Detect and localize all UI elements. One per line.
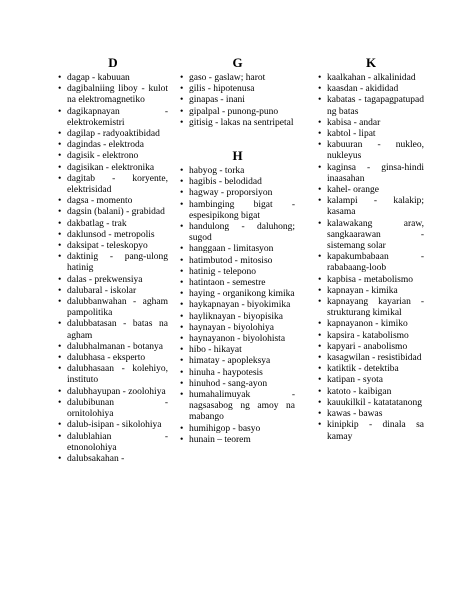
entry-list-d (58, 73, 168, 465)
glossary-entry: • dalubbanwahan - agham pampolitika (58, 297, 168, 319)
glossary-entry: • haykapnayan - biyokimika (180, 300, 295, 311)
glossary-entry: • haying - organikong kimika (180, 289, 295, 300)
glossary-entry: • hatimbutod - mitosiso (180, 256, 295, 267)
glossary-entry: • kapnayanon - kimiko (318, 319, 424, 330)
glossary-entry: • kalawakang araw, sangkaarawan - sistemang solar (318, 219, 424, 253)
glossary-entry: • dalubibunan - ornitolohiya (58, 398, 168, 420)
glossary-entry: • kapyari - anabolismo (318, 342, 424, 353)
glossary-entry: • dagikapnayan - elektrokemistri (58, 107, 168, 129)
glossary-entry: • humahalimuyak - nagsasabog ng amoy na mabango (180, 390, 295, 424)
glossary-entry: • hagway - proporsiyon (180, 188, 295, 199)
glossary-entry: • hibo - hikayat (180, 345, 295, 356)
glossary-entry: • dakbatlag - trak (58, 219, 168, 230)
section-heading-g: G (232, 55, 243, 70)
glossary-entry: • hatinig - telepono (180, 267, 295, 278)
glossary-entry: • kabisa - andar (318, 118, 424, 129)
glossary-entry: • dalubbatasan - batas na agham (58, 319, 168, 341)
glossary-entry: • dalubhasaan - kolehiyo, instituto (58, 364, 168, 386)
column-k (318, 56, 424, 443)
glossary-entry: • kabatas - tagapagpatupad ng batas (318, 95, 424, 117)
glossary-entry: • kabtol - lipat (318, 129, 424, 140)
glossary-entry: • katoto - kaibigan (318, 387, 424, 398)
glossary-entry: • kaginsa - ginsa-hindi inaasahan (318, 163, 424, 185)
glossary-entry: • kauukilkil - katatatanong (318, 398, 424, 409)
glossary-entry: • humihigop - basyo (180, 424, 295, 435)
glossary-entry: • gaso - gaslaw; harot (180, 73, 295, 84)
glossary-entry: • dagsin (balani) - grabidad (58, 207, 168, 218)
glossary-entry: • dagindas - elektroda (58, 140, 168, 151)
glossary-entry: • hinuhod - sang-ayon (180, 379, 295, 390)
glossary-entry: • dalub-isipan - sikolohiya (58, 420, 168, 431)
glossary-entry: • haynayan - biyolohiya (180, 323, 295, 334)
glossary-entry: • hagibis - belodidad (180, 177, 295, 188)
glossary-entry: • dagilap - radyoaktibidad (58, 129, 168, 140)
glossary-entry: • gipalpal - punong-puno (180, 107, 295, 118)
glossary-entry: • hatintaon - semestre (180, 278, 295, 289)
glossary-entry: • hanggaan - limitasyon (180, 244, 295, 255)
entry-list-k (318, 73, 424, 443)
glossary-entry: • dalas - prekwensiya (58, 275, 168, 286)
section-heading-d: D (108, 55, 118, 70)
glossary-entry: • dagitab - koryente, elektrisidad (58, 174, 168, 196)
glossary-entry: • ginapas - inani (180, 95, 295, 106)
glossary-entry: • hayliknayan - biyopisika (180, 312, 295, 323)
glossary-entry: • kinipkip - dinala sa kamay (318, 420, 424, 442)
glossary-entry: • kasagwilan - resistibidad (318, 353, 424, 364)
glossary-entry: • himatay - apopleksya (180, 356, 295, 367)
glossary-entry: • haynayanon - biyolohista (180, 334, 295, 345)
glossary-entry: • kawas - bawas (318, 409, 424, 420)
column-d (58, 56, 168, 465)
glossary-entry: • dagsa - momento (58, 196, 168, 207)
glossary-entry: • kapbisa - metabolismo (318, 275, 424, 286)
glossary-entry: • daksipat - teleskopyo (58, 241, 168, 252)
glossary-entry: • kapsira - katabolismo (318, 331, 424, 342)
glossary-entry: • gilis - hipotenusa (180, 84, 295, 95)
glossary-entry: • dalubhasa - eksperto (58, 353, 168, 364)
glossary-entry: • dalubaral - iskolar (58, 286, 168, 297)
glossary-entry: • kaalkahan - alkalinidad (318, 73, 424, 84)
glossary-entry: • dagap - kabuuan (58, 73, 168, 84)
column-g-h (180, 56, 295, 446)
section-heading-h: H (232, 148, 243, 164)
glossary-entry: • dalubhalmanan - botanya (58, 342, 168, 353)
glossary-entry: • kapnayang kayarian - strukturang kimikal (318, 297, 424, 319)
glossary-entry: • daklunsod - metropolis (58, 230, 168, 241)
glossary-entry: • kahel- orange (318, 185, 424, 196)
section-heading-k: K (365, 55, 377, 70)
glossary-entry: • dalubsakahan - (58, 454, 168, 465)
glossary-entry: • kapakumbabaan - rababaang-loob (318, 252, 424, 274)
glossary-entry: • katipan - syota (318, 375, 424, 386)
glossary-entry: • kapnayan - kimika (318, 286, 424, 297)
glossary-entry: • dagisik - elektrono (58, 151, 168, 162)
glossary-entry: • dagibalniing liboy - kulot na elektromagnetiko (58, 84, 168, 106)
entry-list-g (180, 73, 295, 129)
glossary-entry: • habyog - torka (180, 166, 295, 177)
entry-list-h (180, 166, 295, 446)
glossary-entry: • hambinging bigat - espesipikong bigat (180, 200, 295, 222)
glossary-entry: • hinuha - haypotesis (180, 368, 295, 379)
glossary-entry: • kabuuran - nukleo, nukleyus (318, 140, 424, 162)
glossary-entry: • dalublahian - etnonolohiya (58, 432, 168, 454)
glossary-entry: • hunain – teorem (180, 435, 295, 446)
glossary-entry: • katiktik - detektiba (318, 364, 424, 375)
glossary-entry: • gitisig - lakas na sentripetal (180, 118, 295, 129)
glossary-entry: • dalubhayupan - zoolohiya (58, 387, 168, 398)
glossary-entry: • kaasdan - akididad (318, 84, 424, 95)
glossary-entry: • dagisikan - elektronika (58, 163, 168, 174)
glossary-entry: • kalampi - kalakip; kasama (318, 196, 424, 218)
glossary-entry: • daktinig - pang-ulong hatinig (58, 252, 168, 274)
glossary-entry: • handulong - daluhong; sugod (180, 222, 295, 244)
